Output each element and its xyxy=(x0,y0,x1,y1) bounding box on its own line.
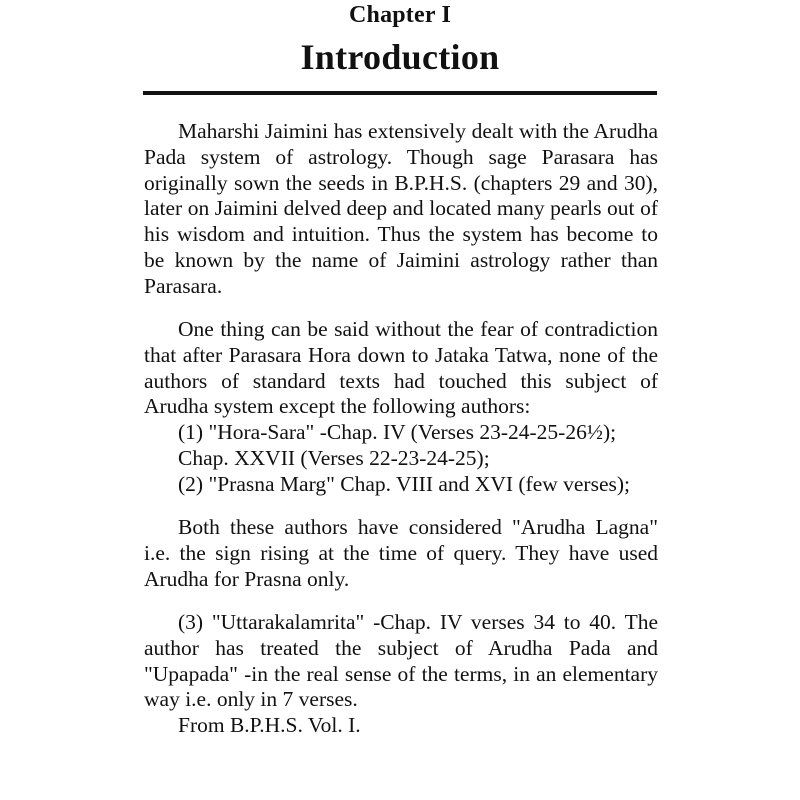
body-text xyxy=(144,119,658,739)
reference-prasna-marg: (2) "Prasna Marg" Chap. VIII and XVI (few verses); xyxy=(178,471,631,496)
paragraph-intro: Maharshi Jaimini has extensively dealt with the Arudha Pada system of astrology. Though sage Parasara has originally sown the seeds in B.P.H.S. (chapters 29 and 30), later on Jaimini delved deep and located many pearls out of his wisdom and intuition. Thus the system has become to be known by the name of Jaimini astrology rather than Parasara. xyxy=(144,119,658,298)
source-line: From B.P.H.S. Vol. I. xyxy=(178,713,361,738)
paragraph-uttarakalamrita: (3) "Uttarakalamrita" -Chap. IV verses 34 to 40. The author has treated the subject of Arudha Pada and "Upapada" -in the real sense of the terms, in an elementary way i.e. only in 7 verses. xyxy=(144,610,658,712)
paragraph-arudha-lagna: Both these authors have considered "Arudha Lagna" i.e. the sign rising at the time of query. They have used Arudha for Prasna only. xyxy=(144,515,658,591)
chapter-label: Chapter I xyxy=(348,2,452,28)
reference-hora-sara: (1) "Hora-Sara" -Chap. IV (Verses 23-24-25-26½); xyxy=(178,420,617,445)
title-divider xyxy=(143,91,657,95)
chapter-title: Introduction xyxy=(300,37,500,77)
reference-hora-sara-continued: Chap. XXVII (Verses 22-23-24-25); xyxy=(178,446,490,471)
paragraph-authors: One thing can be said without the fear of contradiction that after Parasara Hora down to Jataka Tatwa, none of the authors of standard texts had touched this subject of Arudha system except the following authors: xyxy=(144,317,658,419)
